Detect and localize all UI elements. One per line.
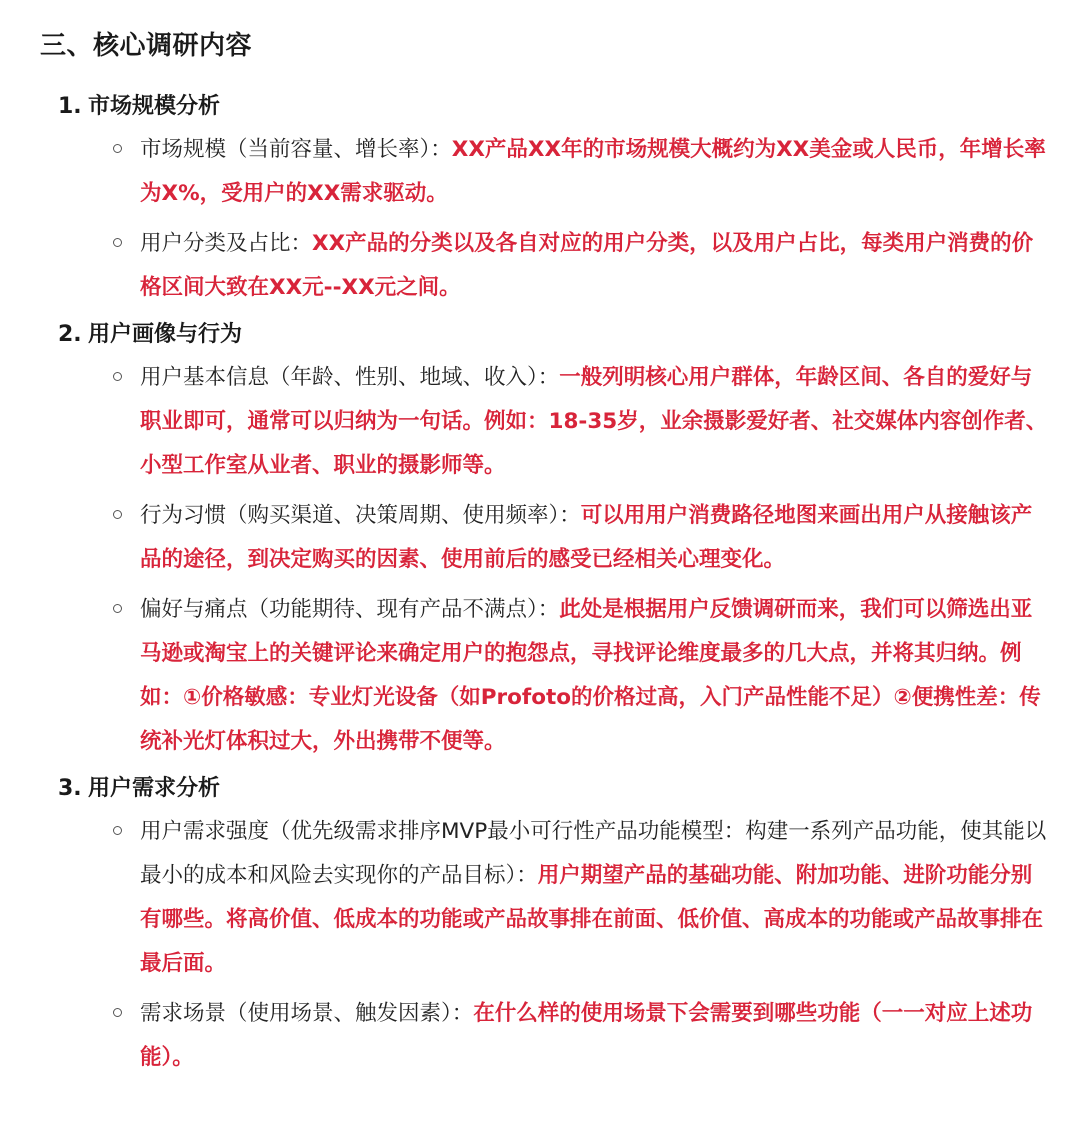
list-item	[40, 222, 1054, 310]
list-item	[40, 810, 1054, 986]
section-number: 3.	[58, 776, 82, 801]
item-label: 偏好与痛点（功能期待、现有产品不满点）：	[140, 597, 560, 622]
circle-bullet-icon	[113, 510, 122, 519]
item-label: 市场规模（当前容量、增长率）：	[140, 137, 452, 162]
item-answer: XX产品的分类以及各自对应的用户分类，以及用户占比，每类用户消费的价格区间大致在XX元--XX元之间。	[140, 231, 1034, 300]
circle-bullet-icon	[113, 604, 122, 613]
circle-bullet-icon	[113, 238, 122, 247]
list-item	[40, 588, 1054, 764]
circle-bullet-icon	[113, 1008, 122, 1017]
item-label: 用户基本信息（年龄、性别、地域、收入）：	[140, 365, 560, 390]
list-item	[40, 494, 1054, 582]
section-number: 2.	[58, 322, 82, 347]
list-item	[40, 128, 1054, 216]
section-heading	[58, 318, 1054, 352]
circle-bullet-icon	[113, 372, 122, 381]
item-answer: 此处是根据用户反馈调研而来，我们可以筛选出亚马逊或淘宝上的关键评论来确定用户的抱怨点，寻找评论维度最多的几大点，并将其归纳。例如：①价格敏感：专业灯光设备（如Profoto的价格过高，入门产品性能不足）②便携性差：传统补光灯体积过大，外出携带不便等。	[140, 597, 1041, 754]
section-number: 1.	[58, 94, 82, 119]
item-answer: 用户期望产品的基础功能、附加功能、进阶功能分别有哪些。将高价值、低成本的功能或产品故事排在前面、低价值、高成本的功能或产品故事排在最后面。	[140, 863, 1044, 976]
item-label: 行为习惯（购买渠道、决策周期、使用频率）：	[140, 503, 581, 528]
section-title: 用户需求分析	[88, 776, 221, 801]
item-list	[40, 128, 1054, 310]
section-user-needs	[40, 772, 1054, 1080]
page-title: 三、核心调研内容	[40, 31, 253, 61]
section-heading	[58, 90, 1054, 124]
section-market-size	[40, 90, 1054, 310]
item-list	[40, 810, 1054, 1080]
item-label: 用户分类及占比：	[140, 231, 313, 256]
item-answer: 一般列明核心用户群体，年龄区间、各自的爱好与职业即可，通常可以归纳为一句话。例如：18-35岁，业余摄影爱好者、社交媒体内容创作者、小型工作室从业者、职业的摄影师等。	[140, 365, 1048, 478]
section-user-persona	[40, 318, 1054, 764]
section-title: 用户画像与行为	[88, 322, 243, 347]
circle-bullet-icon	[113, 144, 122, 153]
item-label: 需求场景（使用场景、触发因素）：	[140, 1001, 474, 1026]
circle-bullet-icon	[113, 826, 122, 835]
item-label: 用户需求强度（优先级需求排序MVP最小可行性产品功能模型：构建一系列产品功能，使其能以最小的成本和风险去实现你的产品目标）：	[140, 819, 1047, 888]
item-list	[40, 356, 1054, 764]
item-answer: 可以用用户消费路径地图来画出用户从接触该产品的途径，到决定购买的因素、使用前后的感受已经相关心理变化。	[140, 503, 1033, 572]
item-answer: XX产品XX年的市场规模大概约为XX美金或人民币，年增长率为X%，受用户的XX需求驱动。	[140, 137, 1046, 206]
list-item	[40, 356, 1054, 488]
section-title: 市场规模分析	[88, 94, 221, 119]
item-answer: 在什么样的使用场景下会需要到哪些功能（一一对应上述功能）。	[140, 1001, 1033, 1070]
list-item	[40, 992, 1054, 1080]
section-heading	[58, 772, 1054, 806]
